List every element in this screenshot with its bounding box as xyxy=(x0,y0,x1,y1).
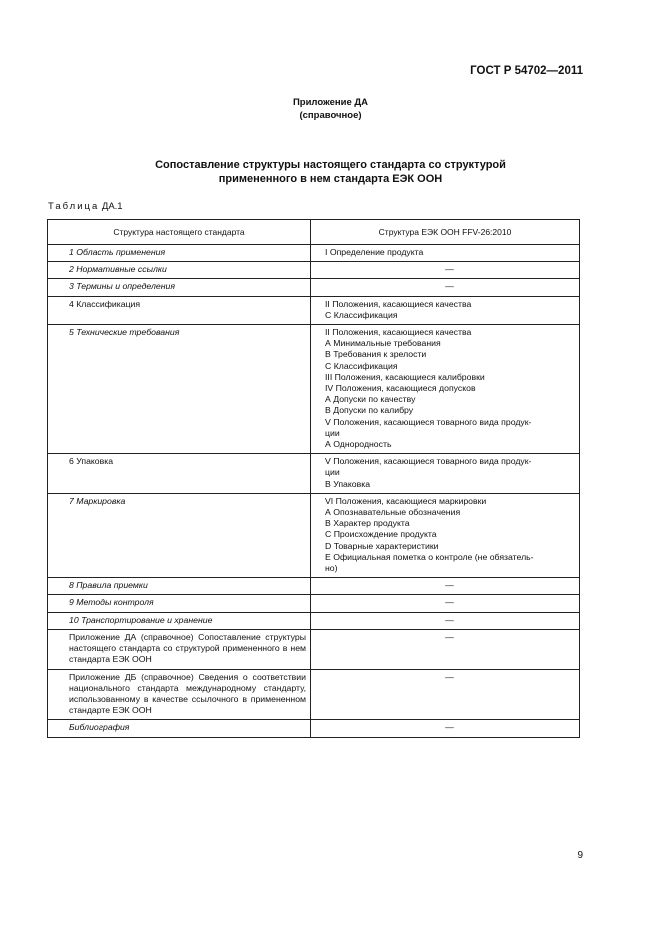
national-structure-cell xyxy=(48,245,311,262)
unece-structure-line: — xyxy=(445,671,454,682)
national-structure-cell xyxy=(48,262,311,279)
unece-structure-line: — xyxy=(445,722,454,733)
table-header-row xyxy=(48,220,580,245)
national-structure-cell xyxy=(48,669,311,720)
appendix-title: Приложение ДА xyxy=(292,97,369,108)
national-structure-cell xyxy=(48,279,311,296)
national-structure-cell xyxy=(48,296,311,324)
unece-structure-line: А Допуски по качеству xyxy=(325,394,416,405)
unece-structure-line: — xyxy=(445,281,454,292)
table-row xyxy=(48,720,580,737)
unece-structure-line: — xyxy=(445,580,454,591)
page-number: 9 xyxy=(577,850,583,861)
header-unece-structure: Структура ЕЭК ООН FFV-26:2010 xyxy=(311,220,580,245)
unece-structure-line: В Упаковка xyxy=(325,478,371,489)
national-structure-text: Приложение ДБ (справочное) Сведения о соответствии национального стандарта международному стандарту, использованному в качестве ссылочного в примененном стандарте ЕЭК ООН xyxy=(69,671,306,716)
national-structure-text: 5 Технические требования xyxy=(69,327,180,338)
unece-structure-line: ции xyxy=(325,467,340,478)
document-designation: ГОСТ Р 54702—2011 xyxy=(470,65,583,77)
unece-structure-line: но) xyxy=(325,563,338,574)
unece-structure-cell xyxy=(311,325,580,454)
table-label-number: ДА.1 xyxy=(101,201,123,212)
header-national-structure: Структура настоящего стандарта xyxy=(48,220,311,245)
unece-structure-line: — xyxy=(445,614,454,625)
section-title xyxy=(0,158,661,186)
unece-structure-cell xyxy=(311,629,580,669)
national-structure-cell xyxy=(48,595,311,612)
structure-comparison-table xyxy=(47,219,580,738)
national-structure-text: 7 Маркировка xyxy=(69,495,126,506)
national-structure-cell xyxy=(48,325,311,454)
table-body xyxy=(48,245,580,738)
unece-structure-cell xyxy=(311,262,580,279)
unece-structure-line: С Происхождение продукта xyxy=(325,529,437,540)
section-title-line-2: примененного в нем стандарта ЕЭК ООН xyxy=(218,173,443,185)
table-row xyxy=(48,493,580,577)
unece-structure-line: — xyxy=(445,631,454,642)
national-structure-text: 4 Классификация xyxy=(69,298,141,309)
unece-structure-cell xyxy=(311,454,580,494)
unece-structure-line: А Опознавательные обозначения xyxy=(325,507,461,518)
national-structure-text: Приложение ДА (справочное) Сопоставление структуры настоящего стандарта со структурой примененного в нем стандарта ЕЭК ООН xyxy=(69,631,306,665)
section-title-line-1: Сопоставление структуры настоящего стандарта со структурой xyxy=(155,159,506,171)
unece-structure-cell xyxy=(311,595,580,612)
unece-structure-line: А Минимальные требования xyxy=(325,338,441,349)
table-label-prefix: Таблица xyxy=(48,201,100,212)
national-structure-text: 9 Методы контроля xyxy=(69,597,154,608)
unece-structure-line: В Допуски по калибру xyxy=(325,405,414,416)
table-row xyxy=(48,454,580,494)
unece-structure-line: IV Положения, касающиеся допусков xyxy=(325,383,476,394)
unece-structure-line: III Положения, касающиеся калибровки xyxy=(325,371,485,382)
unece-structure-line: — xyxy=(445,264,454,275)
national-structure-text: 8 Правила приемки xyxy=(69,580,148,591)
unece-structure-cell xyxy=(311,669,580,720)
national-structure-text: 1 Область применения xyxy=(69,247,166,257)
national-structure-text: 2 Нормативные ссылки xyxy=(69,264,167,275)
unece-structure-line: VI Положения, касающиеся маркировки xyxy=(325,495,487,506)
table-row xyxy=(48,612,580,629)
unece-structure-line: С Классификация xyxy=(325,309,398,320)
national-structure-cell xyxy=(48,720,311,737)
unece-structure-line: II Положения, касающиеся качества xyxy=(325,327,472,338)
unece-structure-line: В Требования к зрелости xyxy=(325,349,427,360)
unece-structure-cell xyxy=(311,279,580,296)
national-structure-cell xyxy=(48,612,311,629)
unece-structure-line: — xyxy=(445,597,454,608)
unece-structure-cell xyxy=(311,612,580,629)
appendix-heading xyxy=(0,96,661,122)
table-row xyxy=(48,325,580,454)
unece-structure-cell xyxy=(311,245,580,262)
table-row xyxy=(48,595,580,612)
national-structure-cell xyxy=(48,493,311,577)
unece-structure-line: А Однородность xyxy=(325,439,392,450)
unece-structure-line: II Положения, касающиеся качества xyxy=(325,298,472,309)
unece-structure-cell xyxy=(311,296,580,324)
table-row xyxy=(48,629,580,669)
unece-structure-line: В Характер продукта xyxy=(325,518,410,529)
table-row xyxy=(48,245,580,262)
national-structure-text: Библиография xyxy=(69,722,130,733)
unece-structure-cell xyxy=(311,720,580,737)
table-row xyxy=(48,262,580,279)
national-structure-cell xyxy=(48,629,311,669)
unece-structure-line: D Товарные характеристики xyxy=(325,540,439,551)
unece-structure-line: ции xyxy=(325,427,340,438)
unece-structure-line: V Положения, касающиеся товарного вида продук- xyxy=(325,416,532,427)
table-row xyxy=(48,296,580,324)
table-row xyxy=(48,279,580,296)
table-row xyxy=(48,669,580,720)
appendix-subtitle: (справочное) xyxy=(299,110,362,121)
national-structure-text: 10 Транспортирование и хранение xyxy=(69,614,213,625)
national-structure-text: 6 Упаковка xyxy=(69,456,114,467)
unece-structure-line: Е Официальная пометка о контроле (не обязатель- xyxy=(325,551,534,562)
national-structure-cell xyxy=(48,578,311,595)
unece-structure-line: V Положения, касающиеся товарного вида продук- xyxy=(325,456,532,467)
table-label xyxy=(48,201,123,212)
table-row xyxy=(48,578,580,595)
unece-structure-line: С Классификация xyxy=(325,360,398,371)
national-structure-cell xyxy=(48,454,311,494)
unece-structure-line: I Определение продукта xyxy=(325,247,424,257)
national-structure-text: 3 Термины и определения xyxy=(69,281,175,292)
unece-structure-cell xyxy=(311,493,580,577)
unece-structure-cell xyxy=(311,578,580,595)
